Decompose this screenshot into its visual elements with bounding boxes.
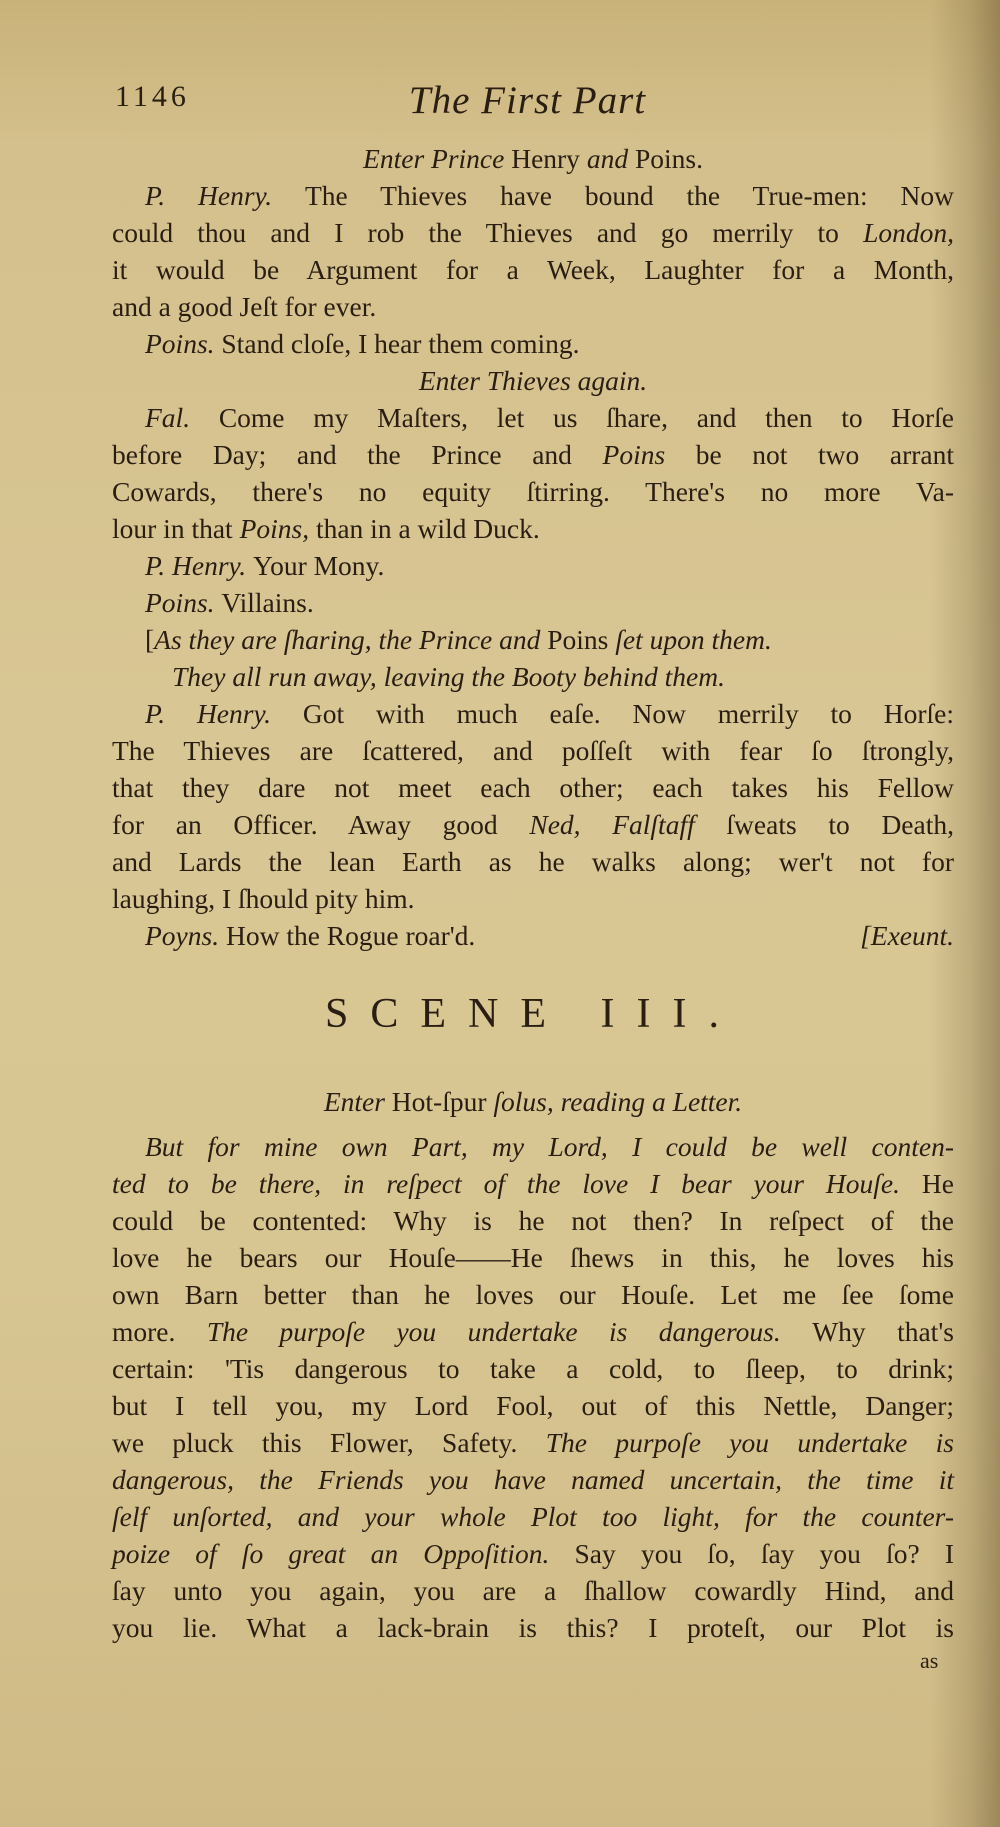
text-line — [112, 769, 954, 806]
roman-text: lour in that — [112, 513, 240, 544]
text-line — [112, 1313, 954, 1350]
roman-text: The Thieves are ſcattered, and poſſeſt with fear ſo ſtrongly, — [112, 735, 954, 766]
roman-text: Got with much eaſe. Now merrily to Horſe: — [302, 698, 954, 729]
italic-text: London, — [863, 217, 954, 248]
text-line — [112, 1609, 954, 1646]
italic-text: But for mine own Part, my Lord, I could be well conten- — [145, 1131, 954, 1162]
text-line — [112, 880, 954, 917]
exeunt-direction: [Exeunt. — [860, 920, 954, 951]
roman-text: Cowards, there's no equity ſtirring. There's no more Va- — [112, 476, 954, 507]
text-line — [112, 732, 954, 769]
roman-text: be not two arrant — [695, 439, 954, 470]
stage-direction — [112, 1083, 954, 1120]
roman-text: own Barn better than he loves our Houſe. Let me ſee ſome — [112, 1279, 954, 1310]
italic-text: dangerous, the Friends you have named uncertain, the time it — [112, 1464, 954, 1495]
roman-text: Poins. — [634, 143, 703, 174]
roman-text: certain: 'Tis dangerous to take a cold, to ſleep, to drink; — [112, 1353, 954, 1384]
roman-text: you lie. What a lack-brain is this? I proteſt, our Plot is — [112, 1612, 954, 1643]
roman-text: and a good Jeſt for ever. — [112, 291, 377, 322]
italic-text: Poins — [602, 439, 696, 470]
text-line — [112, 1572, 954, 1609]
italic-text: Enter — [323, 1086, 392, 1117]
italic-text: P. Henry. — [145, 180, 305, 211]
speech-line — [112, 399, 954, 436]
roman-text: Why that's — [812, 1316, 954, 1347]
roman-text: it would be Argument for a Week, Laughter for a Month, — [112, 254, 954, 285]
roman-text: Hot-ſpur — [391, 1086, 494, 1117]
roman-text: How the Rogue roar'd. — [225, 920, 476, 951]
text-line — [112, 214, 954, 251]
speech-line — [112, 695, 954, 732]
stage-direction — [112, 362, 954, 399]
italic-text: Enter Thieves again. — [418, 365, 648, 396]
roman-text: and Lards the lean Earth as he walks along; wer't not for — [112, 846, 954, 877]
roman-text: Come my Maſters, let us ſhare, and then to Horſe — [218, 402, 954, 433]
roman-text: we pluck this Flower, Safety. — [112, 1427, 546, 1458]
text-line — [112, 1202, 954, 1239]
roman-text: Villains. — [221, 587, 314, 618]
text-line — [112, 436, 954, 473]
roman-text: Stand cloſe, I hear them coming. — [221, 328, 580, 359]
speech-line — [112, 177, 954, 214]
roman-text: could be contented: Why is he not then? In reſpect of the — [112, 1205, 954, 1236]
italic-text: Enter Prince — [363, 143, 512, 174]
roman-text: Your Mony. — [252, 550, 385, 581]
roman-text: ſay unto you again, you are a ſhallow cowardly Hind, and — [112, 1575, 954, 1606]
text-line — [112, 1165, 954, 1202]
italic-text: As they are ſharing, the Prince and — [154, 624, 548, 655]
italic-text: ſelf unſorted, and your whole Plot too light, for the counter- — [112, 1501, 954, 1532]
roman-text: more. — [112, 1316, 207, 1347]
speech-line — [112, 547, 954, 584]
stage-direction — [112, 140, 954, 177]
roman-text: laughing, I ſhould pity him. — [112, 883, 415, 914]
italic-text: P. Henry. — [145, 698, 303, 729]
speech-line — [112, 1128, 954, 1165]
text-line — [112, 473, 954, 510]
text-line — [112, 1276, 954, 1313]
italic-text: ted to be there, in reſpect of the love I bear your Houſe. — [112, 1168, 922, 1199]
roman-text: Say you ſo, ſay you ſo? I — [574, 1538, 954, 1569]
speech-line — [112, 584, 954, 621]
text-line — [112, 288, 954, 325]
roman-text: could thou and I rob the Thieves and go merrily to — [112, 217, 864, 248]
italic-text: Poins. — [145, 328, 222, 359]
roman-text: ſweats to Death, — [726, 809, 954, 840]
text-line — [112, 1387, 954, 1424]
roman-text: but I tell you, my Lord Fool, out of this Nettle, Danger; — [112, 1390, 954, 1421]
italic-text: The purpoſe you undertake is dangerous. — [206, 1316, 813, 1347]
text-line — [112, 1498, 954, 1535]
text-line — [112, 1461, 954, 1498]
speech-line — [112, 325, 954, 362]
text-line — [112, 1424, 954, 1461]
text-line — [112, 1350, 954, 1387]
text-line — [112, 510, 954, 547]
scene-3-text-block — [112, 1083, 954, 1646]
page-header — [115, 78, 940, 128]
running-title: The First Part — [408, 79, 647, 122]
catchword: as — [920, 1648, 939, 1673]
scene-heading: SCENE III. — [325, 991, 741, 1037]
italic-text: ſet upon them. — [615, 624, 772, 655]
roman-text: for an Officer. Away good — [112, 809, 530, 840]
italic-text: Poyns. — [145, 920, 226, 951]
roman-text: Henry — [511, 143, 587, 174]
roman-text: [ — [145, 624, 155, 655]
italic-text: P. Henry. — [145, 550, 253, 581]
roman-text: that they dare not meet each other; each takes his Fellow — [112, 772, 954, 803]
italic-text: Fal. — [145, 402, 219, 433]
text-line — [112, 843, 954, 880]
roman-text: love he bears our Houſe——He ſhews in this, he loves his — [112, 1242, 954, 1273]
stage-direction — [112, 658, 954, 695]
italic-text: poize of ſo great an Oppoſition. — [112, 1538, 575, 1569]
italic-text: ſolus, reading a Letter. — [493, 1086, 743, 1117]
italic-text: They all run away, leaving the Booty behind them. — [172, 661, 725, 692]
roman-text: Poins — [547, 624, 616, 655]
text-line — [112, 251, 954, 288]
text-line — [112, 1239, 954, 1276]
speech-line — [112, 917, 954, 954]
stage-direction — [112, 621, 954, 658]
text-line — [112, 1535, 954, 1572]
scene-2-text-block — [112, 140, 954, 954]
italic-text: The purpoſe you undertake is — [545, 1427, 954, 1458]
italic-text: Poins. — [145, 587, 222, 618]
roman-text: than in a wild Duck. — [315, 513, 540, 544]
italic-text: and — [586, 143, 635, 174]
roman-text: before Day; and the Prince and — [112, 439, 603, 470]
roman-text: He — [921, 1168, 954, 1199]
italic-text: Ned, Falſtaff — [529, 809, 727, 840]
page-number: 1146 — [115, 80, 190, 113]
italic-text: Poins, — [239, 513, 316, 544]
text-line — [112, 806, 954, 843]
roman-text: The Thieves have bound the True-men: Now — [305, 180, 954, 211]
